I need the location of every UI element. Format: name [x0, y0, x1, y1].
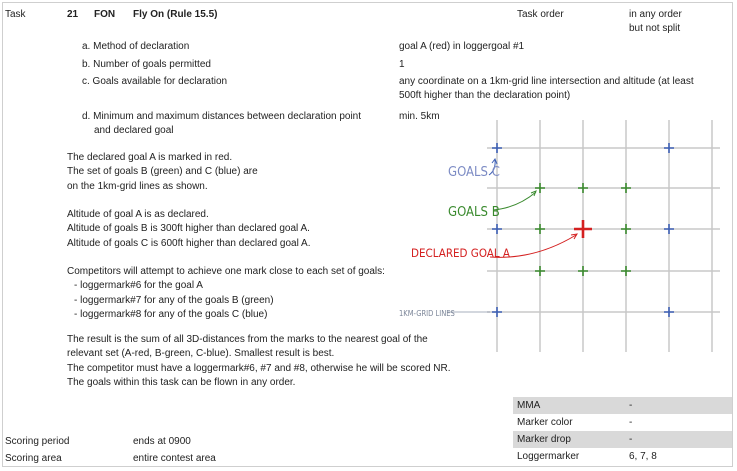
goal-b-marker	[621, 266, 631, 276]
item-d-label-2: and declared goal	[94, 125, 174, 136]
text-line: - loggermark#6 for the goal A	[74, 280, 203, 292]
marker-table	[513, 397, 732, 465]
marker-value: 6, 7, 8	[629, 451, 657, 462]
marker-row-loggermarker	[513, 448, 732, 465]
goal-b-marker	[621, 224, 631, 234]
goal-b-marker	[578, 266, 588, 276]
marker-value: -	[629, 434, 633, 445]
marker-value: -	[629, 400, 633, 411]
goal-b-marker	[535, 266, 545, 276]
goals-c-label: GOALS C	[448, 165, 500, 180]
item-c-label: c. Goals available for declaration	[82, 76, 228, 87]
goal-c-marker	[664, 224, 674, 234]
text-line: Competitors will attempt to achieve one mark close to each set of goals:	[67, 266, 385, 277]
text-line: The result is the sum of all 3D-distances from the marks to the nearest goal of the	[67, 334, 428, 345]
text-line: - loggermark#8 for any of the goals C (blue)	[74, 309, 268, 321]
task-order-value: in any order	[629, 9, 682, 20]
text-line: The competitor must have a loggermark#6, #7 and #8, otherwise he will be scored NR.	[67, 362, 451, 374]
text-line: The goals within this task can be flown in any order.	[67, 377, 296, 389]
text-line: Altitude of goal A is as declared.	[67, 209, 209, 220]
goal-c-marker	[492, 224, 502, 234]
text-line: Altitude of goals B is 300ft higher than declared goal A.	[67, 223, 310, 235]
scoring-period-value: ends at 0900	[133, 436, 191, 447]
task-order-label: Task order	[517, 9, 564, 20]
text-line: The set of goals B (green) and C (blue) are	[67, 166, 258, 178]
task-order-value-2: but not split	[629, 23, 681, 34]
scoring-area-value: entire contest area	[133, 453, 216, 464]
goal-c-marker	[492, 307, 502, 317]
task-number: 21	[67, 9, 79, 20]
goal-c-marker	[664, 143, 674, 153]
marker-row-mma	[513, 397, 732, 414]
marker-row-color	[513, 414, 732, 431]
item-d-value: min. 5km	[399, 111, 440, 122]
grid-lines-label: 1KM-GRID LINES	[399, 309, 455, 318]
text-line: The declared goal A is marked in red.	[67, 152, 233, 163]
marker-key: Marker drop	[517, 434, 571, 445]
item-d-label: d. Minimum and maximum distances between declaration point	[82, 111, 362, 122]
goals-b-label: GOALS B	[448, 205, 500, 220]
item-a-value: goal A (red) in loggergoal #1	[399, 41, 525, 52]
marker-key: Loggermarker	[517, 451, 580, 462]
item-c-value-2: 500ft higher than the declaration point)	[399, 90, 571, 101]
grid-lines	[487, 120, 720, 352]
item-c-value: any coordinate on a 1km-grid line intersection and altitude (at least	[399, 76, 694, 87]
goal-c-marker	[664, 307, 674, 317]
task-code: FON	[94, 9, 116, 20]
goal-b-marker	[535, 183, 545, 193]
text-line: Altitude of goals C is 600ft higher than declared goal A.	[67, 237, 311, 249]
description-paragraph-2	[67, 208, 311, 251]
goal-c-marker	[492, 143, 502, 153]
item-b-label: b. Number of goals permitted	[82, 59, 211, 70]
goal-b-marker	[621, 183, 631, 193]
grid-diagram	[395, 120, 735, 352]
description-paragraph-3	[67, 265, 385, 323]
text-line: relevant set (A-red, B-green, C-blue). Smallest result is best.	[67, 348, 335, 360]
item-b-value: 1	[399, 59, 405, 70]
task-name: Fly On (Rule 15.5)	[133, 9, 218, 20]
marker-value: -	[629, 417, 633, 428]
marker-key: Marker color	[517, 417, 573, 428]
text-line: - loggermark#7 for any of the goals B (green)	[74, 294, 274, 306]
scoring-area-label: Scoring area	[5, 453, 62, 464]
description-paragraph-1	[67, 151, 258, 194]
declared-goal-label: DECLARED GOAL A	[411, 246, 510, 260]
task-label: Task	[5, 9, 26, 20]
goal-b-marker	[535, 224, 545, 234]
goal-b-marker	[578, 183, 588, 193]
text-line: on the 1km-grid lines as shown.	[67, 180, 208, 192]
item-a-label: a. Method of declaration	[82, 41, 190, 52]
marker-key: MMA	[517, 400, 541, 411]
scoring-period-label: Scoring period	[5, 436, 70, 447]
description-paragraph-4	[67, 333, 451, 391]
marker-row-drop	[513, 431, 732, 448]
